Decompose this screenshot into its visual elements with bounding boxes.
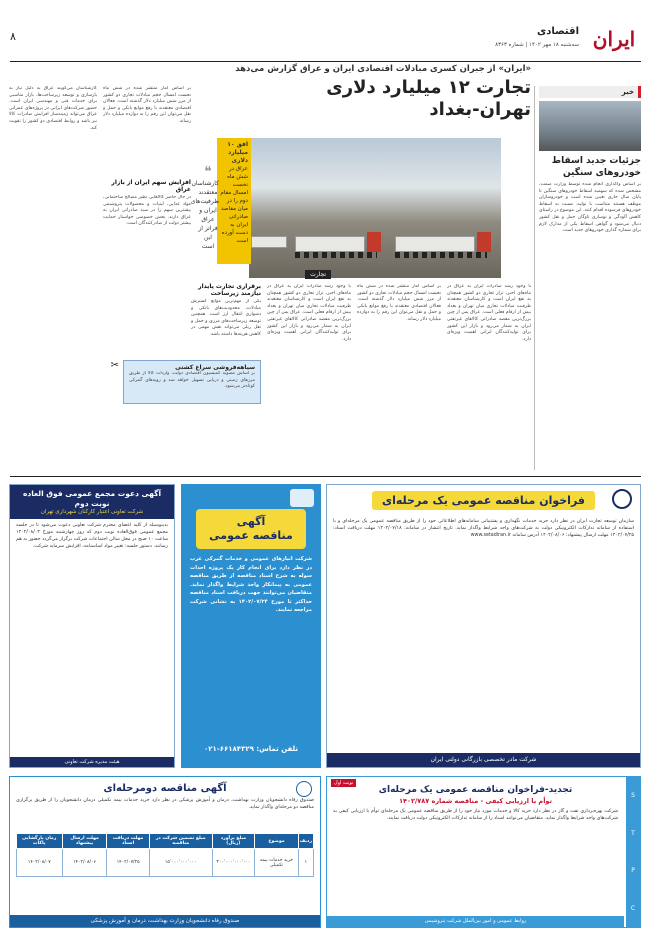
- table-cell: ۳۰۰٬۰۰۰٬۰۰۰٬۰۰۰: [212, 849, 255, 877]
- ad5-text: صندوق رفاه دانشجویان وزارت بهداشت، درمان و آموزش پزشکی در نظر دارد خرید خدمات بیمه تکمیلی درمان دانشجویان را از طریق برگزاری مناقصه دو مرحله‌ای واگذار نماید.: [16, 798, 314, 810]
- truck-trailer: [295, 236, 365, 252]
- column-4-text-b: در حال حاضر کالاهایی نظیر مصالح ساختمانی، مواد غذایی، لبنیات و محصولات پتروشیمی بیشترین سهم را در سبد صادراتی ایران به عراق دارند. بخش خصوصی خواستار حمایت بیشتر دولت از صادرکنندگان است.: [103, 195, 191, 227]
- article-column-6: [191, 280, 261, 369]
- truck-trailer: [395, 236, 475, 252]
- band-letter: C: [630, 904, 636, 912]
- kicker: «ایران» از جبران کسری مبادلات اقتصادی ایران و عراق گزارش می‌دهد: [235, 64, 531, 74]
- company-logo-icon: [290, 489, 314, 507]
- lead-photo: [249, 138, 501, 278]
- tender-ad-5[interactable]: [9, 776, 321, 928]
- ad4-subtitle: توأم با ارزیابی کیفی - مناقصه شماره ۱۴۰۲/۷۸۷: [399, 797, 552, 805]
- tender-ad-4[interactable]: [326, 776, 641, 928]
- table-row: [17, 849, 314, 877]
- sidebar-body: بر اساس واگذاری انجام شده توسط وزارت صمت، مشخص شده که سهمیه اسقاط خودروهای سنگین تا پایان سال جاری تعیین شده است و خودروسازان موظف هستند متناسب با تولید، نسبت به اسقاط خودروهای فرسوده اقدام کنند. این موضوع در راستای کاهش آلودگی و نوسازی ناوگان حمل و نقل کشور دنبال می‌شود و گواهی اسقاط یکی از مدارک لازم برای شماره گذاری خودروهای جدید است.: [539, 182, 641, 234]
- ad5-title: آگهی مناقصه دومرحله‌ای: [103, 783, 227, 794]
- assembly-notice-ad[interactable]: [9, 484, 175, 768]
- column-5-text: کارشناسان می‌گویند عراق به دلیل نیاز به بازسازی و توسعه زیرساخت‌ها، بازار مناسبی برای خدمات فنی و مهندسی ایران است. حضور شرکت‌های ایرانی در پروژه‌های عمرانی عراق می‌تواند زمینه‌ساز افزایش صادرات کالا نیز باشد و روابط اقتصادی دو کشور را تقویت کند.: [9, 86, 97, 131]
- headline: [171, 77, 531, 121]
- issue-line: سه‌شنبه ۱۸ مهر ۱۴۰۲ | شماره ۸۳۶۳: [495, 42, 579, 48]
- article-column-1: با وجود رشد صادرات ایران به عراق در ماه‌های اخیر، تراز تجاری دو کشور همچنان به نفع ایران است و کارشناسان معتقدند ظرفیت مبادلات تجاری میان تهران و بغداد بیش از ارقام فعلی است. عراق پس از چین بزرگ‌ترین مقصد صادراتی کالاهای غیرنفتی ایران به شمار می‌رود و بازار این کشور برای تولیدکنندگان ایرانی اهمیت ویژه‌ای دارد.: [447, 284, 531, 342]
- ad5-footer: صندوق رفاه دانشجویان وزارت بهداشت، درمان و آموزش پزشکی: [10, 915, 320, 927]
- info-box: [123, 360, 261, 404]
- ministry-emblem-icon: [296, 781, 312, 797]
- logo-text: ایران: [592, 27, 636, 51]
- ad3-footer: هیئت مدیره شرکت تعاونی: [10, 757, 174, 767]
- sidebar-news: [539, 86, 641, 482]
- truck-cab-icon: [367, 232, 381, 252]
- caption-text: عراق در شش ماه نخست امسال مقام دوم را در میان مقاصد صادراتی ایران به دست آورده است: [220, 166, 248, 244]
- table-header-row: [17, 834, 314, 849]
- sidebar-tag: خبر: [539, 86, 641, 98]
- ad4-footer: روابط عمومی و امور بین‌الملل شرکت پتروشیمی: [327, 916, 624, 927]
- info-box-text: بر اساس مصوبه کمیسیون اقتصادی دولت، واردات کالا از طریق مرزهای زمینی و دریایی تسهیل خواهد شد و رویه‌های گمرکی کوتاه‌تر می‌شود.: [129, 371, 255, 390]
- table-cell: ۱۴۰۲/۰۸/۰۷: [17, 849, 63, 877]
- table-header: مهلت ارسال پیشنهاد: [62, 834, 107, 849]
- lead-story-header: [171, 64, 531, 121]
- newspaper-logo[interactable]: [587, 22, 641, 56]
- table-cell: ۱۴۰۲/۰۸/۰۶: [62, 849, 107, 877]
- table-header: زمان بازگشایی پاکات: [17, 834, 63, 849]
- table-cell: خرید خدمات بیمه تکمیلی: [255, 849, 299, 877]
- ad2-title-line-2: مناقصه عمومی: [209, 529, 293, 542]
- column-divider: [534, 86, 535, 470]
- headline-line-2: تهران-بغداد: [429, 99, 531, 120]
- column-6-subhead: برقراری تجارت پایدار نیازمند زیرساخت: [198, 283, 261, 297]
- ad2-phone: تلفن تماس: ۶۶۱۸۴۳۲۹-۰۲۱: [203, 745, 299, 753]
- article-column-4: [103, 86, 191, 285]
- ad3-subtitle: شرکت تعاونی اعتبار کارکنان شهرداری تهران: [40, 509, 144, 515]
- masthead: [10, 22, 641, 62]
- photo-caption-box: [217, 138, 251, 264]
- band-letter: T: [631, 829, 635, 837]
- table-cell: ۱۴۰۲/۰۷/۲۵: [107, 849, 149, 877]
- ad4-content: [327, 777, 624, 927]
- table-cell: ۱۵٬۰۰۰٬۰۰۰٬۰۰۰: [149, 849, 212, 877]
- ad2-header: [196, 509, 306, 549]
- ad2-title-line-1: آگهی: [236, 515, 266, 528]
- truck-trailer: [251, 236, 287, 248]
- caption-title: افق ۱۰ میلیارد دلاری: [227, 141, 248, 164]
- column-4-text-a: بر اساس آمار منتشر شده در شش ماه نخست امسال حجم مبادلات تجاری دو کشور از مرز شش میلیارد دلار گذشته است. فعالان اقتصادی معتقدند با رفع موانع بانکی و حمل و نقل می‌توان این رقم را به دوازده میلیارد دلار رساند.: [103, 86, 191, 124]
- ad1-footer: شرکت مادر تخصصی بازرگانی دولتی ایران: [327, 753, 640, 767]
- ad3-header: [10, 485, 174, 519]
- photo-tag: تجارت: [305, 270, 331, 279]
- truck-wheels: [295, 252, 377, 258]
- tender-ad-1[interactable]: [326, 484, 641, 768]
- headline-line-1: تجارت ۱۲ میلیارد دلاری: [326, 77, 531, 98]
- table-cell: ۱: [298, 849, 313, 877]
- sidebar-photo: [539, 101, 641, 151]
- ad1-header: [327, 485, 640, 515]
- section-name: اقتصادی: [537, 26, 579, 37]
- ad3-title: آگهی دعوت مجمع عمومی فوق العاده نوبت دوم: [22, 489, 162, 508]
- organization-emblem-icon: [612, 489, 632, 509]
- band-letter: P: [631, 867, 635, 875]
- table-header: مبلغ تضمین شرکت در مناقصه: [149, 834, 212, 849]
- sidebar-headline[interactable]: جزئیات جدید اسقاط خودروهای سنگین: [551, 156, 641, 178]
- table-header: مهلت دریافت اسناد: [107, 834, 149, 849]
- ad4-text: شرکت بهره‌برداری نفت و گاز در نظر دارد خرید کالا و خدمات مورد نیاز خود را از طریق مناقصه عمومی یک مرحله‌ای توأم با ارزیابی کیفی به شرکت‌های واجد شرایط واگذار نماید. متقاضیان می‌توانند اسناد را از سامانه تدارکات الکترونیکی دولت دریافت نمایند.: [333, 809, 618, 821]
- ad5-table: [16, 833, 314, 877]
- band-letter: S: [631, 792, 635, 800]
- truck-wheels: [395, 252, 487, 258]
- section-divider: [10, 476, 641, 477]
- scissors-icon: ✂: [110, 360, 119, 371]
- table-header: ردیف: [298, 834, 313, 849]
- quote-icon: ❝: [204, 164, 212, 180]
- ad4-title: تجدید-فراخوان مناقصه عمومی یک مرحله‌ای: [378, 785, 573, 795]
- column-4-subhead: افزایش سهم ایران از بازار عراق: [111, 179, 191, 193]
- ad1-text: سازمان توسعه تجارت ایران در نظر دارد خرید خدمات نگهداری و پشتیبانی سامانه‌های اطلاعاتی خود را از طریق مناقصه عمومی یک مرحله‌ای و با استفاده از سامانه تدارکات الکترونیکی دولت به شرکت‌های واجد شرایط واگذار نماید. تاریخ انتشار در سامانه: ۱۴۰۲/۰۷/۱۸ مهلت دریافت اسناد: ۱۴۰۲/۰۷/۲۵ مهلت ارسال پیشنهاد: ۱۴۰۲/۰۸/۰۶ آدرس سامانه www.setadiran.ir: [333, 519, 635, 538]
- ad4-side-band: [626, 777, 640, 927]
- column-6-text: یکی از مهم‌ترین موانع گسترش مبادلات، محدودیت‌های بانکی و دشواری انتقال ارز است. همچنین توسعه زیرساخت‌های مرزی و حمل و نقل ریلی می‌تواند نقش مهمی در کاهش هزینه‌ها داشته باشد.: [191, 299, 261, 337]
- ad3-text: بدینوسیله از کلیه اعضای محترم شرکت تعاونی دعوت می‌شود تا در جلسه مجمع عمومی فوق‌العاده نوبت دوم که روز چهارشنبه مورخ ۱۴۰۲/۰۸/۰۳ ساعت ۱۰ صبح در محل سالن اجتماعات شرکت برگزار می‌گردد حضور به هم رسانند. دستور جلسه: تغییر مواد اساسنامه، افزایش سرمایه شرکت.: [16, 523, 168, 549]
- article-column-3: با وجود رشد صادرات ایران به عراق در ماه‌های اخیر، تراز تجاری دو کشور همچنان به نفع ایران است و کارشناسان معتقدند ظرفیت مبادلات تجاری میان تهران و بغداد بیش از ارقام فعلی است. عراق پس از چین بزرگ‌ترین مقصد صادراتی کالاهای غیرنفتی ایران به شمار می‌رود و بازار این کشور برای تولیدکنندگان ایرانی اهمیت ویژه‌ای دارد.: [267, 284, 351, 342]
- pull-quote-text: کارشناسان معتقدند ظرفیت‌های ایران و عراق فراتر از این است: [190, 180, 219, 250]
- article-column-5: [9, 86, 97, 466]
- page-number: ۸: [10, 30, 16, 43]
- pull-quote: [190, 164, 219, 251]
- tender-ad-2[interactable]: [181, 484, 321, 768]
- ad2-text: شرکت انبارهای عمومی و خدمات گمرکی غرب در نظر دارد برای انجام کار یک پروژه احداث سوله به شرح اسناد مناقصه از طریق مناقصه عمومی به پیمانکار واجد شرایط واگذار نماید. متقاضیان می‌توانند جهت دریافت اسناد مناقصه حداکثر تا مورخ ۱۴۰۲/۰۷/۲۴ به نشانی شرکت مراجعه نمایند.: [190, 556, 312, 613]
- info-box-title: سیاهه‌فروشی سراغ کشتی: [175, 364, 255, 371]
- table-header: مبلغ برآورد (ریال): [212, 834, 255, 849]
- ad4-tag: نوبت اول: [331, 779, 356, 787]
- article-column-2: بر اساس آمار منتشر شده در شش ماه نخست امسال حجم مبادلات تجاری دو کشور از مرز شش میلیارد دلار گذشته است. فعالان اقتصادی معتقدند با رفع موانع بانکی و حمل و نقل می‌توان این رقم را به دوازده میلیارد دلار رساند.: [357, 284, 441, 322]
- ad1-title: فراخوان مناقصه عمومی یک مرحله‌ای: [372, 491, 595, 510]
- table-header: موضوع: [255, 834, 299, 849]
- truck-cab-icon: [477, 232, 491, 252]
